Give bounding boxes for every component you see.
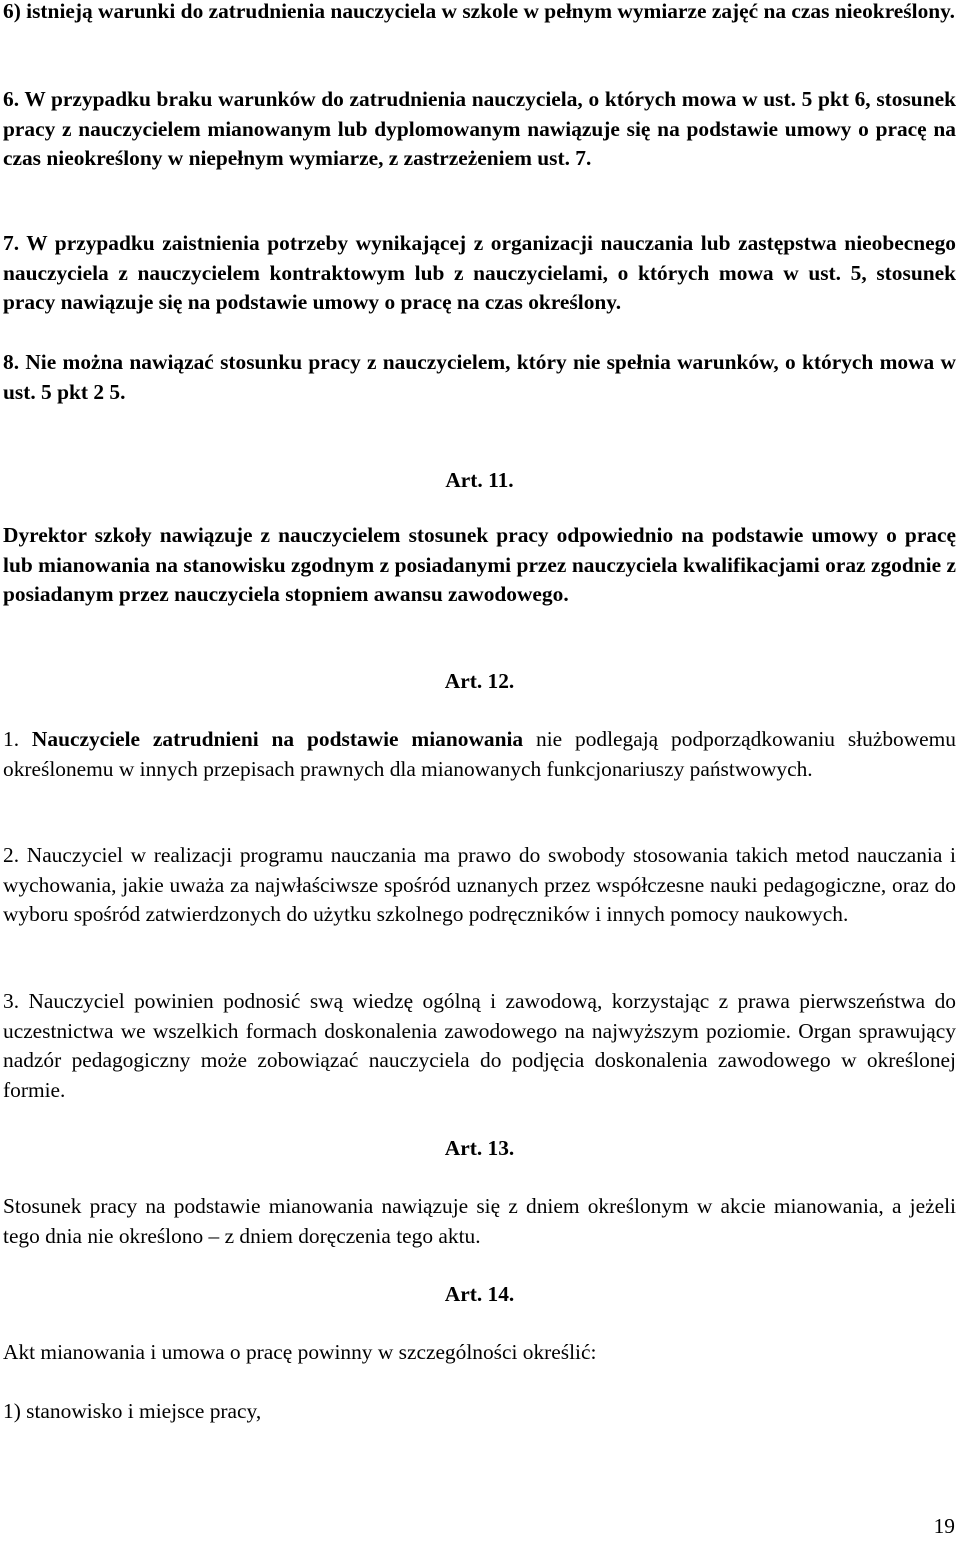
paragraph-ust-6: 6. W przypadku braku warunków do zatrudnienia nauczyciela, o których mowa w ust. 5 pkt 6, stosunek pracy z nauczycielem mianowanym lub dyplomowanym nawiązuje się na podstawie umowy o pracę na czas nieokreślony w niepełnym wymiarze, z zastrzeżeniem ust. 7. [3, 87, 956, 171]
paragraph-number: 1. [3, 727, 32, 751]
paragraph-art-12-ust-1 [3, 725, 956, 784]
paragraph-art-11: Dyrektor szkoły nawiązuje z nauczycielem stosunek pracy odpowiednio na podstawie umowy o pracę lub mianowania na stanowisku zgodnym z posiadanymi przez nauczyciela kwalifikacjami oraz zgodnie z posiadanym przez nauczyciela stopniem awansu zawodowego. [3, 523, 956, 607]
paragraph-art-14: Akt mianowania i umowa o pracę powinny w szczególności określić: [3, 1340, 597, 1364]
article-heading-13: Art. 13. [444, 1136, 515, 1160]
paragraph-art-13: Stosunek pracy na podstawie mianowania nawiązuje się z dniem określonym w akcie mianowania, a jeżeli tego dnia nie określono – z dniem doręczenia tego aktu. [3, 1194, 956, 1248]
paragraph-art-12-ust-3: 3. Nauczyciel powinien podnosić swą wiedzę ogólną i zawodową, korzystając z prawa pierwszeństwa do uczestnictwa we wszelkich formach doskonalenia zawodowego na najwyższym poziomie. Organ sprawujący nadzór pedagogiczny może zobowiązać nauczyciela do podjęcia doskonalenia zawodowego w określonej formie. [3, 989, 956, 1102]
article-heading-11: Art. 11. [445, 468, 514, 492]
paragraph-text: nie podlegają podporządkowaniu służbowemu określonemu w innych przepisach prawnych dla mianowanych funkcjonariuszy państwowych. [3, 727, 957, 781]
article-heading-12: Art. 12. [444, 669, 515, 693]
list-item-1: 1) stanowisko i miejsce pracy, [3, 1399, 262, 1423]
bold-phrase: Nauczyciele zatrudnieni na podstawie mianowania [31, 727, 524, 751]
paragraph-art-12-ust-2: 2. Nauczyciel w realizacji programu nauczania ma prawo do swobody stosowania takich metod nauczania i wychowania, jakie uważa za najwłaściwsze spośród uznanych przez współczesne nauki pedagogiczne, oraz do wyboru spośród zatwierdzonych do użytku szkolnego podręczników i innych pomocy naukowych. [3, 843, 956, 927]
paragraph-ust-7: 7. W przypadku zaistnienia potrzeby wynikającej z organizacji nauczania lub zastępstwa nieobecnego nauczyciela z nauczycielem kontraktowym lub z nauczycielami, o których mowa w ust. 5, stosunek pracy nawiązuje się na podstawie umowy o pracę na czas określony. [3, 231, 956, 315]
paragraph-item-6: 6) istnieją warunki do zatrudnienia nauczyciela w szkole w pełnym wymiarze zajęć na czas nieokreślony. [3, 0, 956, 23]
page-number: 19 [933, 1514, 955, 1538]
article-heading-14: Art. 14. [444, 1282, 515, 1306]
paragraph-ust-8: 8. Nie można nawiązać stosunku pracy z nauczycielem, który nie spełnia warunków, o których mowa w ust. 5 pkt 2 5. [3, 350, 956, 404]
